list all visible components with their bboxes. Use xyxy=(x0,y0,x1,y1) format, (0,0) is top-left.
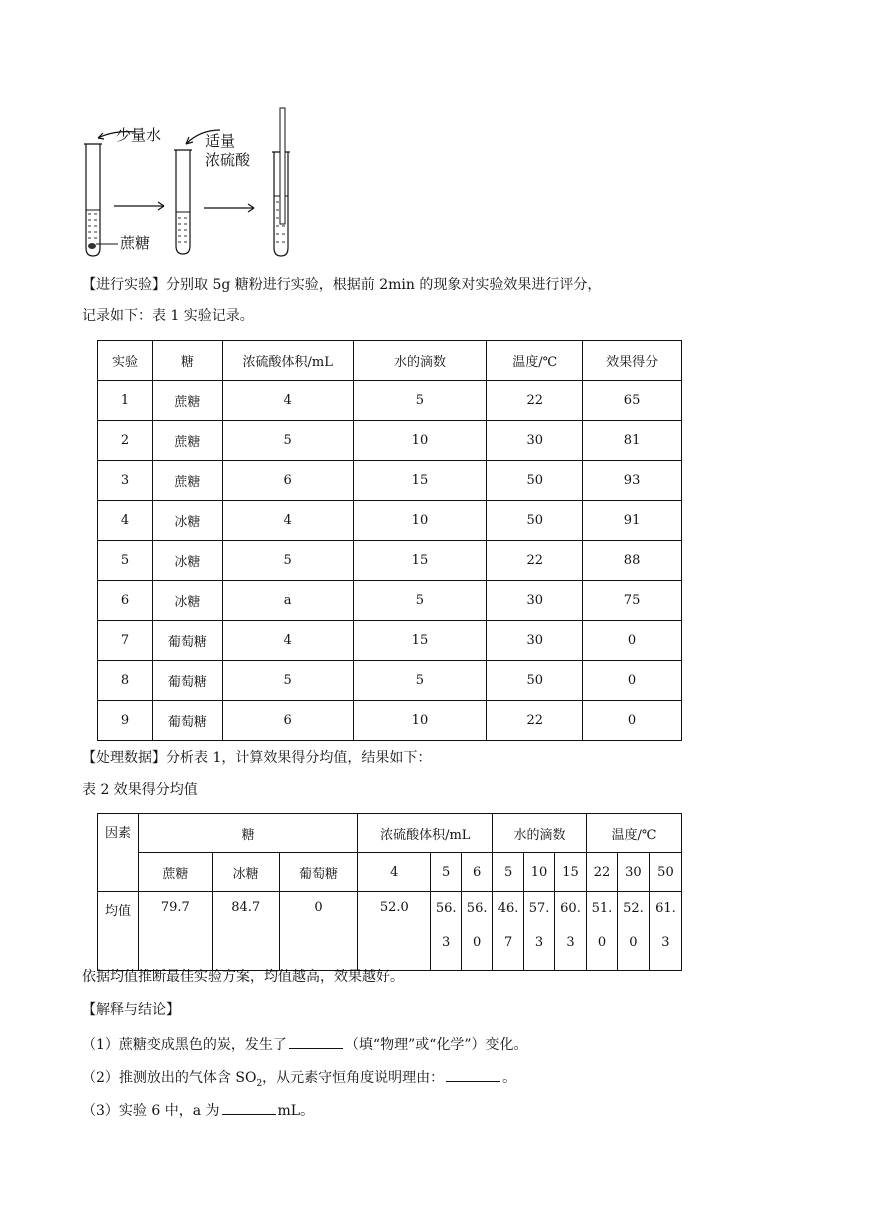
table1-cell: 葡萄糖 xyxy=(152,661,222,701)
table1-cell: 88 xyxy=(583,541,682,581)
answer-blank-1[interactable] xyxy=(289,1034,343,1049)
table1-header-cell: 实验 xyxy=(98,341,153,381)
mean-value-part: 56. xyxy=(435,901,457,916)
table1-cell: 50 xyxy=(487,461,583,501)
table1-cell: 4 xyxy=(222,621,353,661)
label-appropriate: 适量 xyxy=(205,132,236,150)
process-data-line: 【处理数据】分析表 1，计算效果得分均值，结果如下： xyxy=(82,750,432,766)
table1-cell: 蔗糖 xyxy=(152,421,222,461)
mean-value-cell xyxy=(524,892,555,971)
table-row xyxy=(98,501,682,541)
table-row xyxy=(98,421,682,461)
table1-cell: 冰糖 xyxy=(152,501,222,541)
test-tube-3 xyxy=(272,108,290,256)
question-2-mid: ，从元素守恒角度说明理由： xyxy=(262,1070,445,1086)
test-tube-1 xyxy=(84,144,118,256)
table-row xyxy=(98,621,682,661)
table1-cell: 5 xyxy=(353,661,487,701)
table-row xyxy=(98,581,682,621)
table1-header-cell: 浓硫酸体积/mL xyxy=(222,341,353,381)
mean-value-part: 3 xyxy=(661,935,670,950)
question-1 xyxy=(82,1034,528,1054)
table1-cell: 0 xyxy=(583,661,682,701)
mean-value-part: 0 xyxy=(597,935,607,950)
inference-line: 依据均值推断最佳实验方案，均值越高，效果越好。 xyxy=(82,969,404,985)
table1-cell: 9 xyxy=(98,701,153,741)
mean-value-part: 3 xyxy=(534,935,544,950)
group-header-temperature: 温度/℃ xyxy=(586,814,681,853)
mean-value-cell: 84.7 xyxy=(212,892,279,971)
mean-value-part: 56. xyxy=(466,901,488,916)
mean-value-part: 52. xyxy=(623,901,644,916)
label-little-water: 少量水 xyxy=(116,126,162,144)
mean-value-cell xyxy=(586,892,617,971)
table2-caption: 表 2 效果得分均值 xyxy=(82,782,198,798)
mean-value-cell: 79.7 xyxy=(138,892,212,971)
table1-cell: 22 xyxy=(487,701,583,741)
table-row xyxy=(98,541,682,581)
table1-cell: 30 xyxy=(487,581,583,621)
so2-subscript: 2 xyxy=(256,1078,263,1089)
table1-cell: 6 xyxy=(98,581,153,621)
question-3-tail: mL。 xyxy=(277,1103,315,1119)
question-1-tail: （填“物理”或“化学”）变化。 xyxy=(344,1037,528,1053)
mean-value-part: 61. xyxy=(655,901,676,916)
mean-value-part: 57. xyxy=(528,901,550,916)
mean-value-cell xyxy=(493,892,524,971)
mean-value-cell: 0 xyxy=(279,892,358,971)
mean-value-cell xyxy=(431,892,462,971)
mean-value-cell: 52.0 xyxy=(358,892,431,971)
question-3 xyxy=(82,1100,314,1120)
mean-value-part: 60. xyxy=(560,901,581,916)
group-header-sugar: 糖 xyxy=(138,814,357,853)
table1-cell: 3 xyxy=(98,461,153,501)
table1-cell: 91 xyxy=(583,501,682,541)
table1-cell: 5 xyxy=(353,581,487,621)
question-3-text: （3）实验 6 中，a 为 xyxy=(82,1103,220,1119)
table1-cell: 30 xyxy=(487,621,583,661)
level-header-cell: 50 xyxy=(649,853,681,892)
mean-value-part: 51. xyxy=(591,901,613,916)
table1-cell: 30 xyxy=(487,421,583,461)
table1-cell: 50 xyxy=(487,501,583,541)
level-header-cell: 10 xyxy=(524,853,555,892)
table1-cell: 81 xyxy=(583,421,682,461)
level-header-cell: 冰糖 xyxy=(212,853,279,892)
table-row xyxy=(98,661,682,701)
mean-value-part: 0 xyxy=(473,935,482,950)
table-row xyxy=(98,461,682,501)
table1-cell: 5 xyxy=(98,541,153,581)
table1-cell: 0 xyxy=(583,621,682,661)
mean-value-cell xyxy=(462,892,493,971)
table1-cell: 7 xyxy=(98,621,153,661)
group-header-water-drops: 水的滴数 xyxy=(493,814,587,853)
table1-cell: 0 xyxy=(583,701,682,741)
table1-cell: 葡萄糖 xyxy=(152,621,222,661)
mean-value-cell xyxy=(649,892,681,971)
table1-cell: 6 xyxy=(222,461,353,501)
table1-cell: 5 xyxy=(222,421,353,461)
table1-cell: 93 xyxy=(583,461,682,501)
mean-value-part: 0 xyxy=(629,935,638,950)
table1-cell: 15 xyxy=(353,621,487,661)
group-header-acid-volume: 浓硫酸体积/mL xyxy=(358,814,493,853)
table1-cell: 2 xyxy=(98,421,153,461)
level-header-cell: 5 xyxy=(431,853,462,892)
test-tube-2 xyxy=(174,150,192,254)
level-header-cell: 葡萄糖 xyxy=(279,853,358,892)
table1-cell: 4 xyxy=(98,501,153,541)
table1-cell: 蔗糖 xyxy=(152,461,222,501)
table1-cell: 4 xyxy=(222,381,353,421)
mean-value-part: 3 xyxy=(442,935,451,950)
table1-cell: 10 xyxy=(353,701,487,741)
mean-value-part: 7 xyxy=(503,935,513,950)
table1-cell: 冰糖 xyxy=(152,581,222,621)
table1-cell: 75 xyxy=(583,581,682,621)
table1-cell: 65 xyxy=(583,381,682,421)
answer-blank-2[interactable] xyxy=(446,1067,500,1082)
table-row xyxy=(98,701,682,741)
level-header-cell: 蔗糖 xyxy=(138,853,212,892)
table1-cell: 22 xyxy=(487,381,583,421)
answer-blank-3[interactable] xyxy=(222,1100,276,1115)
label-conc-sulfuric-acid: 浓硫酸 xyxy=(205,151,251,169)
table1-cell: 15 xyxy=(353,461,487,501)
mean-value-cell xyxy=(617,892,649,971)
table1-cell: 蔗糖 xyxy=(152,381,222,421)
table1-cell: 8 xyxy=(98,661,153,701)
experiment-intro-line2: 记录如下：表 1 实验记录。 xyxy=(82,308,254,324)
mean-label: 均值 xyxy=(98,892,139,971)
table-row xyxy=(98,381,682,421)
label-sucrose: 蔗糖 xyxy=(120,234,151,252)
table1-cell: 1 xyxy=(98,381,153,421)
mean-value-part: 3 xyxy=(566,935,575,950)
experiment-intro-line1: 【进行实验】分别取 5g 糖粉进行实验，根据前 2min 的现象对实验效果进行评分， xyxy=(82,277,602,293)
table-mean-scores xyxy=(97,813,682,971)
table-experiment-record xyxy=(97,340,682,741)
question-2-text: （2）推测放出的气体含 SO xyxy=(82,1070,257,1086)
mean-value-part: 46. xyxy=(497,901,519,916)
table1-cell: 10 xyxy=(353,501,487,541)
table1-cell: 15 xyxy=(353,541,487,581)
table1-cell: 5 xyxy=(353,381,487,421)
table1-cell: 50 xyxy=(487,661,583,701)
factor-header: 因素 xyxy=(98,814,139,892)
level-header-cell: 30 xyxy=(617,853,649,892)
test-tube-diagram xyxy=(78,100,318,262)
question-2-tail: 。 xyxy=(502,1070,517,1086)
level-header-cell: 15 xyxy=(555,853,587,892)
table1-header-cell: 水的滴数 xyxy=(353,341,487,381)
table1-cell: 22 xyxy=(487,541,583,581)
level-header-cell: 22 xyxy=(586,853,617,892)
mean-value-cell xyxy=(555,892,587,971)
table1-cell: 4 xyxy=(222,501,353,541)
table1-cell: 冰糖 xyxy=(152,541,222,581)
question-2 xyxy=(82,1067,516,1093)
table1-header-cell: 效果得分 xyxy=(583,341,682,381)
table1-cell: 5 xyxy=(222,661,353,701)
level-header-cell: 4 xyxy=(358,853,431,892)
table1-header-cell: 糖 xyxy=(152,341,222,381)
table1-cell: a xyxy=(222,581,353,621)
table1-cell: 葡萄糖 xyxy=(152,701,222,741)
table1-cell: 6 xyxy=(222,701,353,741)
table1-cell: 10 xyxy=(353,421,487,461)
table1-header-cell: 温度/℃ xyxy=(487,341,583,381)
level-header-cell: 5 xyxy=(493,853,524,892)
conclusion-heading: 【解释与结论】 xyxy=(82,1002,180,1018)
level-header-cell: 6 xyxy=(462,853,493,892)
question-1-text: （1）蔗糖变成黑色的炭，发生了 xyxy=(82,1037,287,1053)
table1-cell: 5 xyxy=(222,541,353,581)
